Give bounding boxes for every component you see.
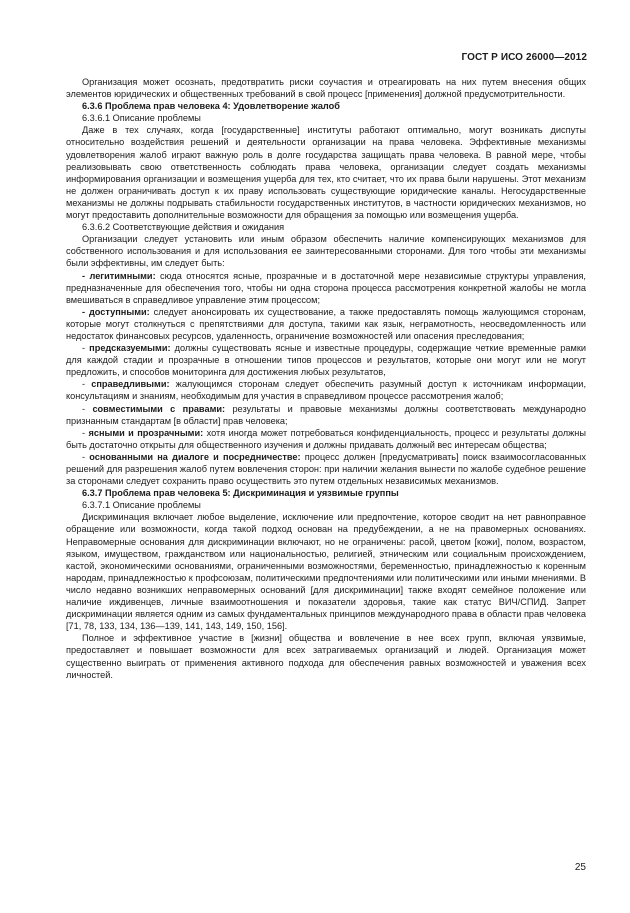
list-item-text: следует анонсировать их существование, а также предоставлять помощь жалующимся сторонам, которые могут столкнуться с препятствиями для доступа, такими как язык, неграмотность, неосведомленность или недостаток финансовых ресурсов, удаленность, ограничение возможностей или опасения преследования;	[66, 306, 586, 341]
list-item	[66, 451, 586, 487]
paragraph: Дискриминация включает любое выделение, исключение или предпочтение, которое сводит на нет равноправное обращение или возможности, когда такой подход основан на предубеждении, а не на правомерных основаниях. Неправомерные основания для дискриминации включают, но не ограничены: расой, цветом [кожи], полом, возрастом, языком, имуществом, гражданством или национальностью, религией, этническим или социальным происхождением, кастой, экономическими основаниями, ограниченными возможностями, беременностью, принадлежностью к коренным народам, принадлежностью к профсоюзам, политическими предпочтениями или политическими или иными мнениями. В число недавно возникших неправомерных оснований [для дискриминации] также входят семейное положение или наличие иждивенцев, личные взаимоотношения и показатели здоровья, такие как статус ВИЧ/СПИД. Запрет дискриминации является одним из самых фундаментальных принципов международного права в области прав человека [71, 78, 133, 134, 136—139, 141, 143, 149, 150, 156].	[66, 512, 586, 632]
document-body	[66, 76, 586, 681]
list-item	[66, 306, 586, 342]
list-item-text: должны существовать ясные и известные процедуры, содержащие четкие временные рамки для каждой стадии и прозрачные в отношении типов процессов и результатов, которые они могут или не могут предложить, и способов мониторинга для достижения любых результатов,	[66, 343, 586, 378]
list-item-term: предсказуемыми:	[89, 343, 171, 354]
list-item-dash: -	[82, 403, 93, 414]
list-item-text: процесс должен [предусматривать] поиск взаимосогласованных решений для разрешения жалоб путем вовлечения сторон: при наличии желания вынести по жалобе судебное решение за сторонами следует сохранить право осуществить это путем отдельных независимых механизмов.	[66, 451, 586, 487]
subsection-title: 6.3.6.2 Соответствующие действия и ожидания	[82, 222, 285, 233]
list-item-dash: -	[82, 451, 90, 462]
section-heading: 6.3.7 Проблема прав человека 5: Дискриминация и уязвимые группы	[82, 488, 399, 499]
list-item-text: результаты и правовые механизмы должны соответствовать международно признанным стандартам [в области] прав человека;	[66, 403, 586, 426]
list-item-dash: -	[82, 427, 89, 438]
list-item	[66, 378, 586, 402]
list-item-term: совместимыми с правами:	[92, 403, 226, 414]
list-item	[66, 403, 586, 427]
subsection-title: 6.3.6.1 Описание проблемы	[82, 113, 201, 124]
paragraph: Полное и эффективное участие в [жизни] общества и вовлечение в нее всех групп, включая уязвимые, предоставляет и повышает возможности для всех затрагиваемых организаций и людей. Организация может существенно выиграть от применения активного подхода для обеспечения равных возможностей и уважения всех личностей.	[66, 633, 586, 680]
list-item-term: справедливыми:	[91, 379, 170, 390]
list-item-dash: -	[82, 379, 92, 390]
list-item-text: жалующимся сторонам следует обеспечить разумный доступ к источникам информации, консультациям и знаниям, необходимым для участия в справедливом процессе рассмотрения жалоб;	[66, 379, 586, 402]
list-item	[66, 342, 586, 378]
paragraph: Организация может осознать, предотвратить риски соучастия и отреагировать на них путем внесения общих элементов юридических и общественных требований в свой процесс [применения] должной предусмотрительности.	[66, 77, 586, 100]
paragraph: Организации следует установить или иным образом обеспечить наличие компенсирующих механизмов для собственного использования и для использования ее заинтересованными сторонами. Для того чтобы эти механизмы были эффективны, им следует быть:	[66, 234, 586, 269]
standard-header: ГОСТ Р ИСО 26000—2012	[461, 52, 587, 63]
section-heading: 6.3.6 Проблема прав человека 4: Удовлетворение жалоб	[82, 101, 340, 112]
list-item-dash: -	[82, 343, 90, 354]
list-item-term: - доступными:	[82, 306, 150, 317]
list-item-term: основанными на диалоге и посредничестве:	[89, 451, 301, 462]
list-item-text: хотя иногда может потребоваться конфиденциальность, процесс и результаты должны быть достаточно открыты для общественного изучения и должны придавать должный вес интересам общества;	[66, 427, 586, 450]
page-number: 25	[574, 862, 586, 873]
list-item-term: - легитимными:	[82, 270, 156, 281]
list-item	[66, 270, 586, 306]
list-item	[66, 427, 586, 451]
list-item-term: ясными и прозрачными:	[88, 427, 204, 438]
list-item-text: сюда относятся ясные, прозрачные и в достаточной мере независимые структуры управления, предназначенные для обеспечения того, чтобы ни одна сторона процесса рассмотрения конкретной жалобы не могла вмешиваться в справедливое управление этим процессом;	[66, 270, 586, 305]
subsection-title: 6.3.7.1 Описание проблемы	[82, 500, 201, 511]
paragraph: Даже в тех случаях, когда [государственные] институты работают оптимально, могут возникать диспуты относительно воздействия решений и деятельности организации на права человека. Эффективные механизмы удовлетворения жалоб играют важную роль в долге государства защищать права человека. В равной мере, чтобы реализовывать свою ответственность соблюдать права человека, организации следует создать механизмы информирования организации и возмещения ущерба для тех, кто считает, что их права были нарушены. Этот механизм не должен ограничивать доступ к их праву использовать существующие юридические каналы. Негосударственные механизмы не должны подрывать стабильности государственных институтов, в частности юридических механизмов, но могут предоставить дополнительные возможности для обращения за помощью или возмещения ущерба.	[66, 125, 586, 221]
